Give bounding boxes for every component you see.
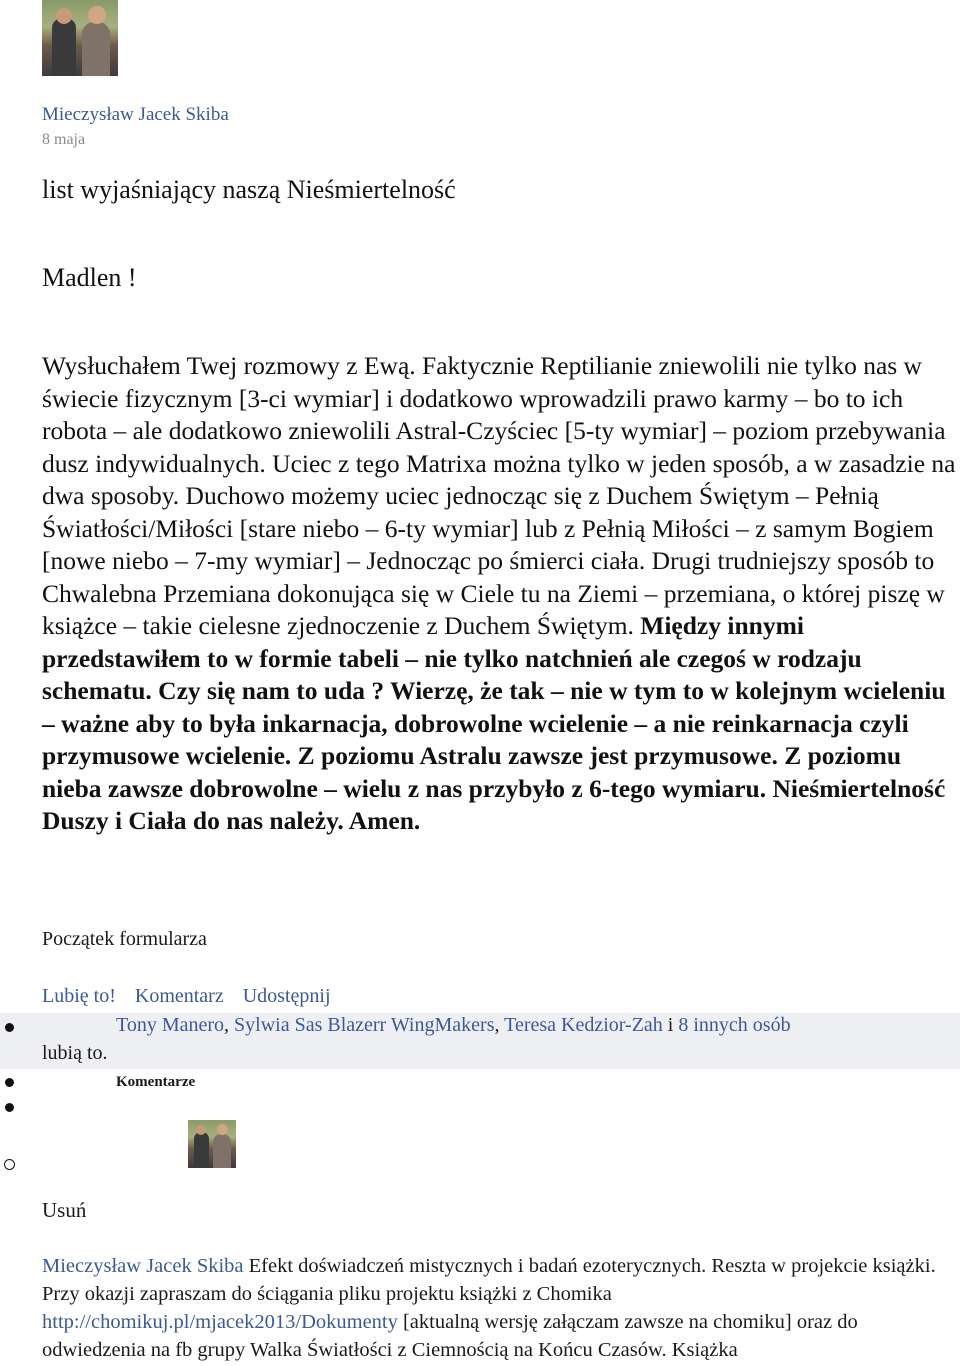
avatar-figure bbox=[52, 18, 76, 76]
likes-others-link[interactable]: 8 innych osób bbox=[678, 1014, 791, 1036]
likes-separator: , bbox=[224, 1014, 235, 1036]
likes-summary bbox=[116, 1014, 791, 1037]
avatar-figure bbox=[213, 1134, 231, 1168]
likes-suffix: lubią to. bbox=[42, 1042, 108, 1064]
liker-link[interactable]: Teresa Kedzior-Zah bbox=[504, 1014, 663, 1036]
avatar-figure-head bbox=[56, 8, 72, 24]
post-title: list wyjaśniający naszą Nieśmiertelność bbox=[42, 175, 456, 204]
list-bullet bbox=[5, 1078, 14, 1087]
avatar-figure-head bbox=[88, 6, 106, 24]
post-date[interactable]: 8 maja bbox=[42, 131, 86, 148]
avatar-figure-head bbox=[217, 1124, 228, 1135]
comment-author-link[interactable]: Mieczysław Jacek Skiba bbox=[42, 1255, 244, 1277]
comment bbox=[42, 1252, 942, 1364]
post-author-link[interactable]: Mieczysław Jacek Skiba bbox=[42, 104, 229, 125]
post-body bbox=[42, 350, 960, 838]
share-button[interactable]: Udostępnij bbox=[242, 985, 331, 1007]
avatar-figure bbox=[194, 1132, 209, 1168]
comments-heading: Komentarze bbox=[116, 1074, 196, 1090]
delete-comment-button[interactable]: Usuń bbox=[42, 1198, 87, 1222]
comment-author-avatar[interactable] bbox=[188, 1120, 236, 1168]
author-avatar[interactable] bbox=[42, 0, 118, 76]
like-button[interactable]: Lubię to! bbox=[42, 985, 116, 1007]
post-actions bbox=[42, 985, 345, 1008]
post-body-bold: Między innymi przedstawiłem to w formie tabeli – nie tylko natchnień ale czegoś w rodzaju schematu. Czy się nam to uda ? Wierzę, że tak – nie w tym to w kolejnym wcieleniu – ważne aby to była inkarnacja, dobrowolne wcielenie – a nie reinkarnacja czyli przymusowe wcielenie. Z poziomu Astralu zawsze jest przymusowe. Z poziomu nieba zawsze dobrowolne – wielu z nas przybyło z 6-tego wymiaru. Nieśmiertelność Duszy i Ciała do nas należy. Amen. bbox=[42, 611, 946, 835]
liker-link[interactable]: Tony Manero bbox=[116, 1014, 225, 1036]
list-bullet bbox=[5, 1023, 14, 1032]
liker-link[interactable]: Sylwia Sas Blazerr WingMakers bbox=[234, 1014, 495, 1036]
form-start-label: Początek formularza bbox=[42, 928, 207, 950]
post-body-regular: Wysłuchałem Twej rozmowy z Ewą. Faktycznie Reptilianie zniewolili nie tylko nas w świecie fizycznym [3-ci wymiar] i dodatkowo wprowadzili prawo karmy – bo to ich robota – ale dodatkowo zniewolili Astral-Czyściec [5-ty wymiar] – poziom przebywania dusz indywidualnych. Uciec z tego Matrixa można tylko w jeden sposób, a w zasadzie na dwa sposoby. Duchowo możemy uciec jednocząc się z Duchem Świętym – Pełnią Światłości/Miłości [stare niebo – 6-ty wymiar] lub z Pełnią Miłości – z samym Bogiem [nowe niebo – 7-my wymiar] – Jednocząc po śmierci ciała. Drugi trudniejszy sposób to Chwalebna Przemiana dokonująca się w Ciele tu na Ziemi – przemiana, o której piszę w książce – takie cielesne zjednoczenie z Duchem Świętym. bbox=[42, 351, 956, 640]
likes-conjunction: i bbox=[662, 1014, 679, 1036]
comment-text: Efekt doświadczeń mistycznych i badań ezoterycznych. Reszta w projekcie książki. Przy okazji zapraszam do ściągania pliku projektu książki z Chomika bbox=[42, 1255, 936, 1305]
list-bullet-hollow bbox=[4, 1159, 15, 1170]
list-bullet bbox=[5, 1103, 14, 1112]
comment-button[interactable]: Komentarz bbox=[134, 985, 224, 1007]
avatar-figure bbox=[82, 22, 110, 76]
likes-separator: , bbox=[494, 1014, 505, 1036]
post-greeting: Madlen ! bbox=[42, 263, 137, 292]
avatar-figure-head bbox=[196, 1125, 206, 1135]
comment-link[interactable]: http://chomikuj.pl/mjacek2013/Dokumenty bbox=[42, 1311, 398, 1333]
comment-text: [aktualną wersję załączam zawsze na chomiku] oraz do odwiedzenia na fb grupy Walka Światłości z Ciemnością na Końcu Czasów. Książka bbox=[42, 1311, 858, 1361]
